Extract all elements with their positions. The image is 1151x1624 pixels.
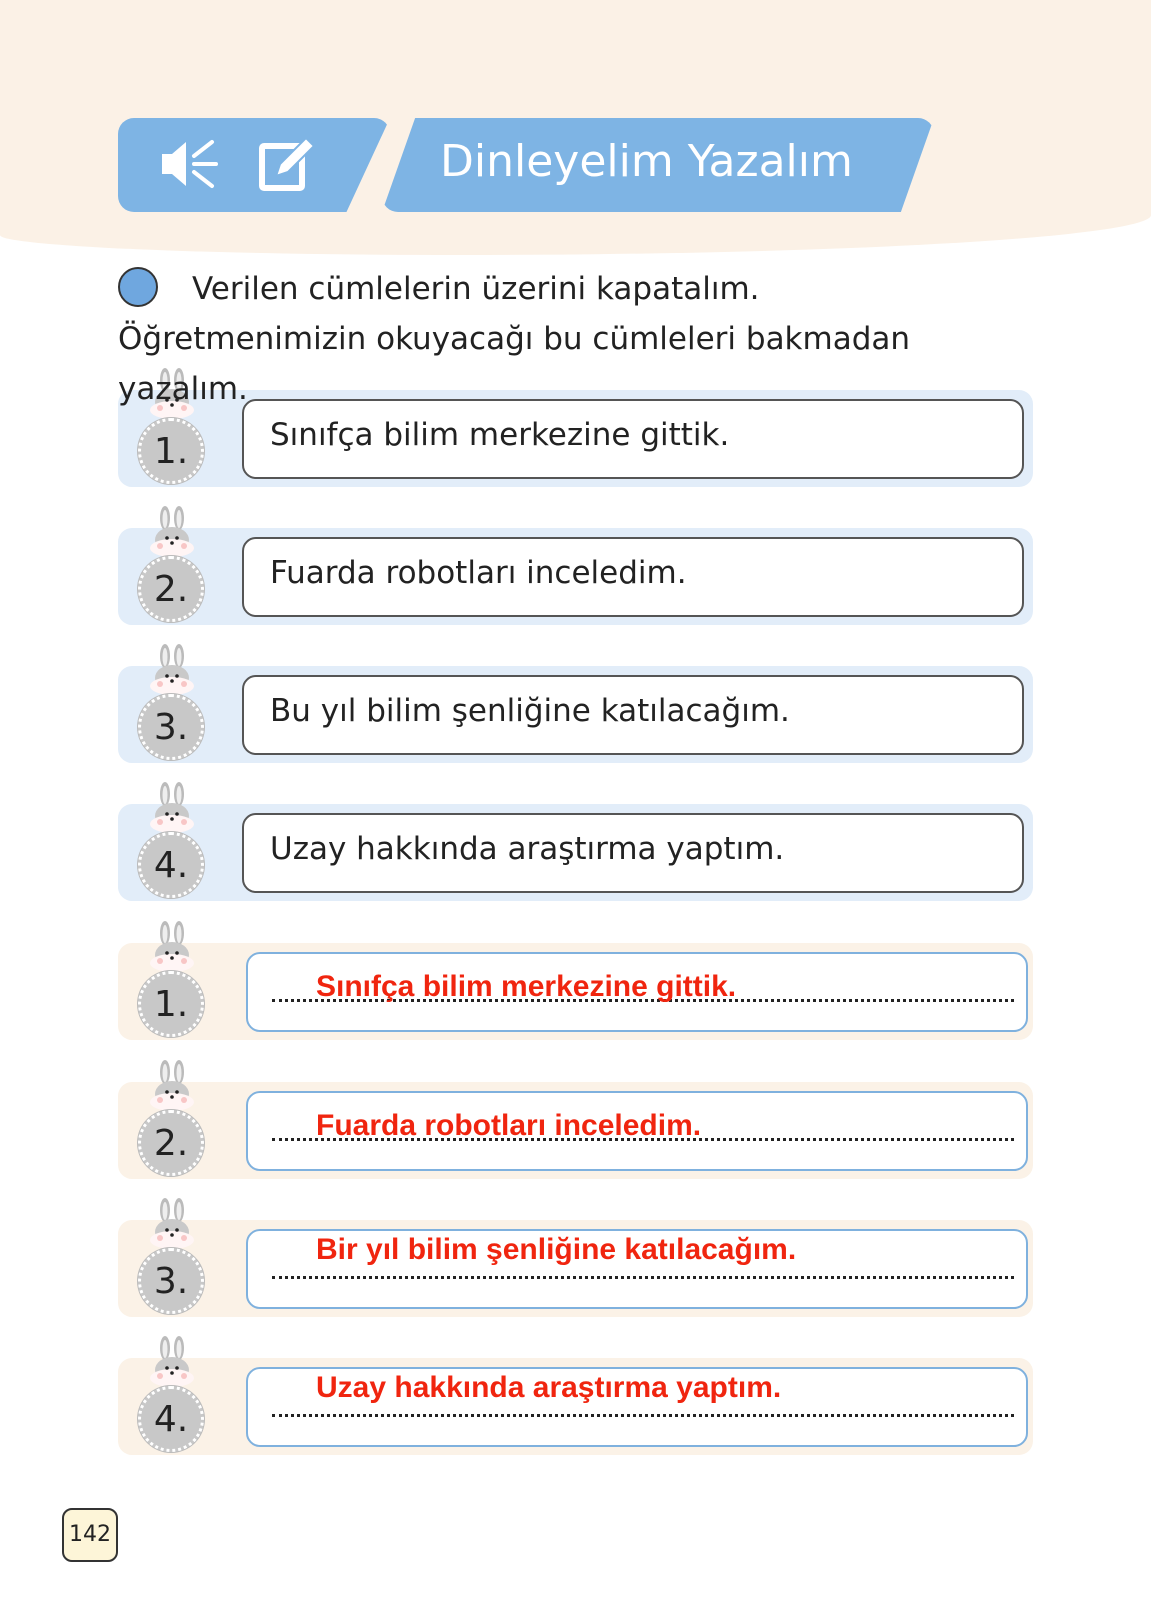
- sentence-row: [118, 528, 1033, 625]
- edit-icon: [258, 132, 316, 194]
- dotted-writing-line: [272, 1276, 1014, 1279]
- bunny-icon: [148, 644, 196, 696]
- answer-row: [118, 1358, 1033, 1455]
- number-badge: 1.: [138, 418, 204, 484]
- answer-field[interactable]: [246, 952, 1028, 1032]
- sentence-box: [242, 675, 1024, 755]
- number-badge: 1.: [138, 971, 204, 1037]
- sentence-box: [242, 813, 1024, 893]
- answer-row: [118, 943, 1033, 1040]
- bunny-icon: [148, 506, 196, 558]
- sentence-box: [242, 537, 1024, 617]
- instruction-text: Verilen cümlelerin üzerini kapatalım. Öğretmenimizin okuyacağı bu cümleleri bakmadan yazalım.: [118, 271, 911, 407]
- number-badge: 4.: [138, 1386, 204, 1452]
- answer-row: [118, 1082, 1033, 1179]
- answer-row: [118, 1220, 1033, 1317]
- page-number: 142: [62, 1508, 118, 1562]
- number-badge: 4.: [138, 832, 204, 898]
- number-badge: 2.: [138, 1110, 204, 1176]
- answer-text: Sınıfça bilim merkezine gittik.: [316, 970, 737, 1003]
- sentence-text: Fuarda robotları inceledim.: [270, 555, 687, 591]
- sentence-text: Uzay hakkında araştırma yaptım.: [270, 831, 785, 867]
- answer-text: Bir yıl bilim şenliğine katılacağım.: [316, 1233, 797, 1266]
- speaker-icon: [160, 134, 220, 194]
- answer-text: Fuarda robotları inceledim.: [316, 1109, 702, 1142]
- bullet-icon: [118, 267, 158, 307]
- instruction: [118, 264, 998, 414]
- answer-field[interactable]: [246, 1091, 1028, 1171]
- sentence-text: Bu yıl bilim şenliğine katılacağım.: [270, 693, 790, 729]
- answer-field[interactable]: [246, 1367, 1028, 1447]
- bunny-icon: [148, 1060, 196, 1112]
- bunny-icon: [148, 1198, 196, 1250]
- dotted-writing-line: [272, 1414, 1014, 1417]
- answer-text: Uzay hakkında araştırma yaptım.: [316, 1371, 782, 1404]
- bunny-icon: [148, 782, 196, 834]
- answer-field[interactable]: [246, 1229, 1028, 1309]
- header-icon-banner: [118, 118, 390, 212]
- sentence-text: Sınıfça bilim merkezine gittik.: [270, 417, 730, 453]
- sentence-row: [118, 666, 1033, 763]
- number-badge: 3.: [138, 694, 204, 760]
- page-title: Dinleyelim Yazalım: [440, 136, 853, 187]
- number-badge: 3.: [138, 1248, 204, 1314]
- number-badge: 2.: [138, 556, 204, 622]
- bunny-icon: [148, 1336, 196, 1388]
- bunny-icon: [148, 921, 196, 973]
- sentence-row: [118, 804, 1033, 901]
